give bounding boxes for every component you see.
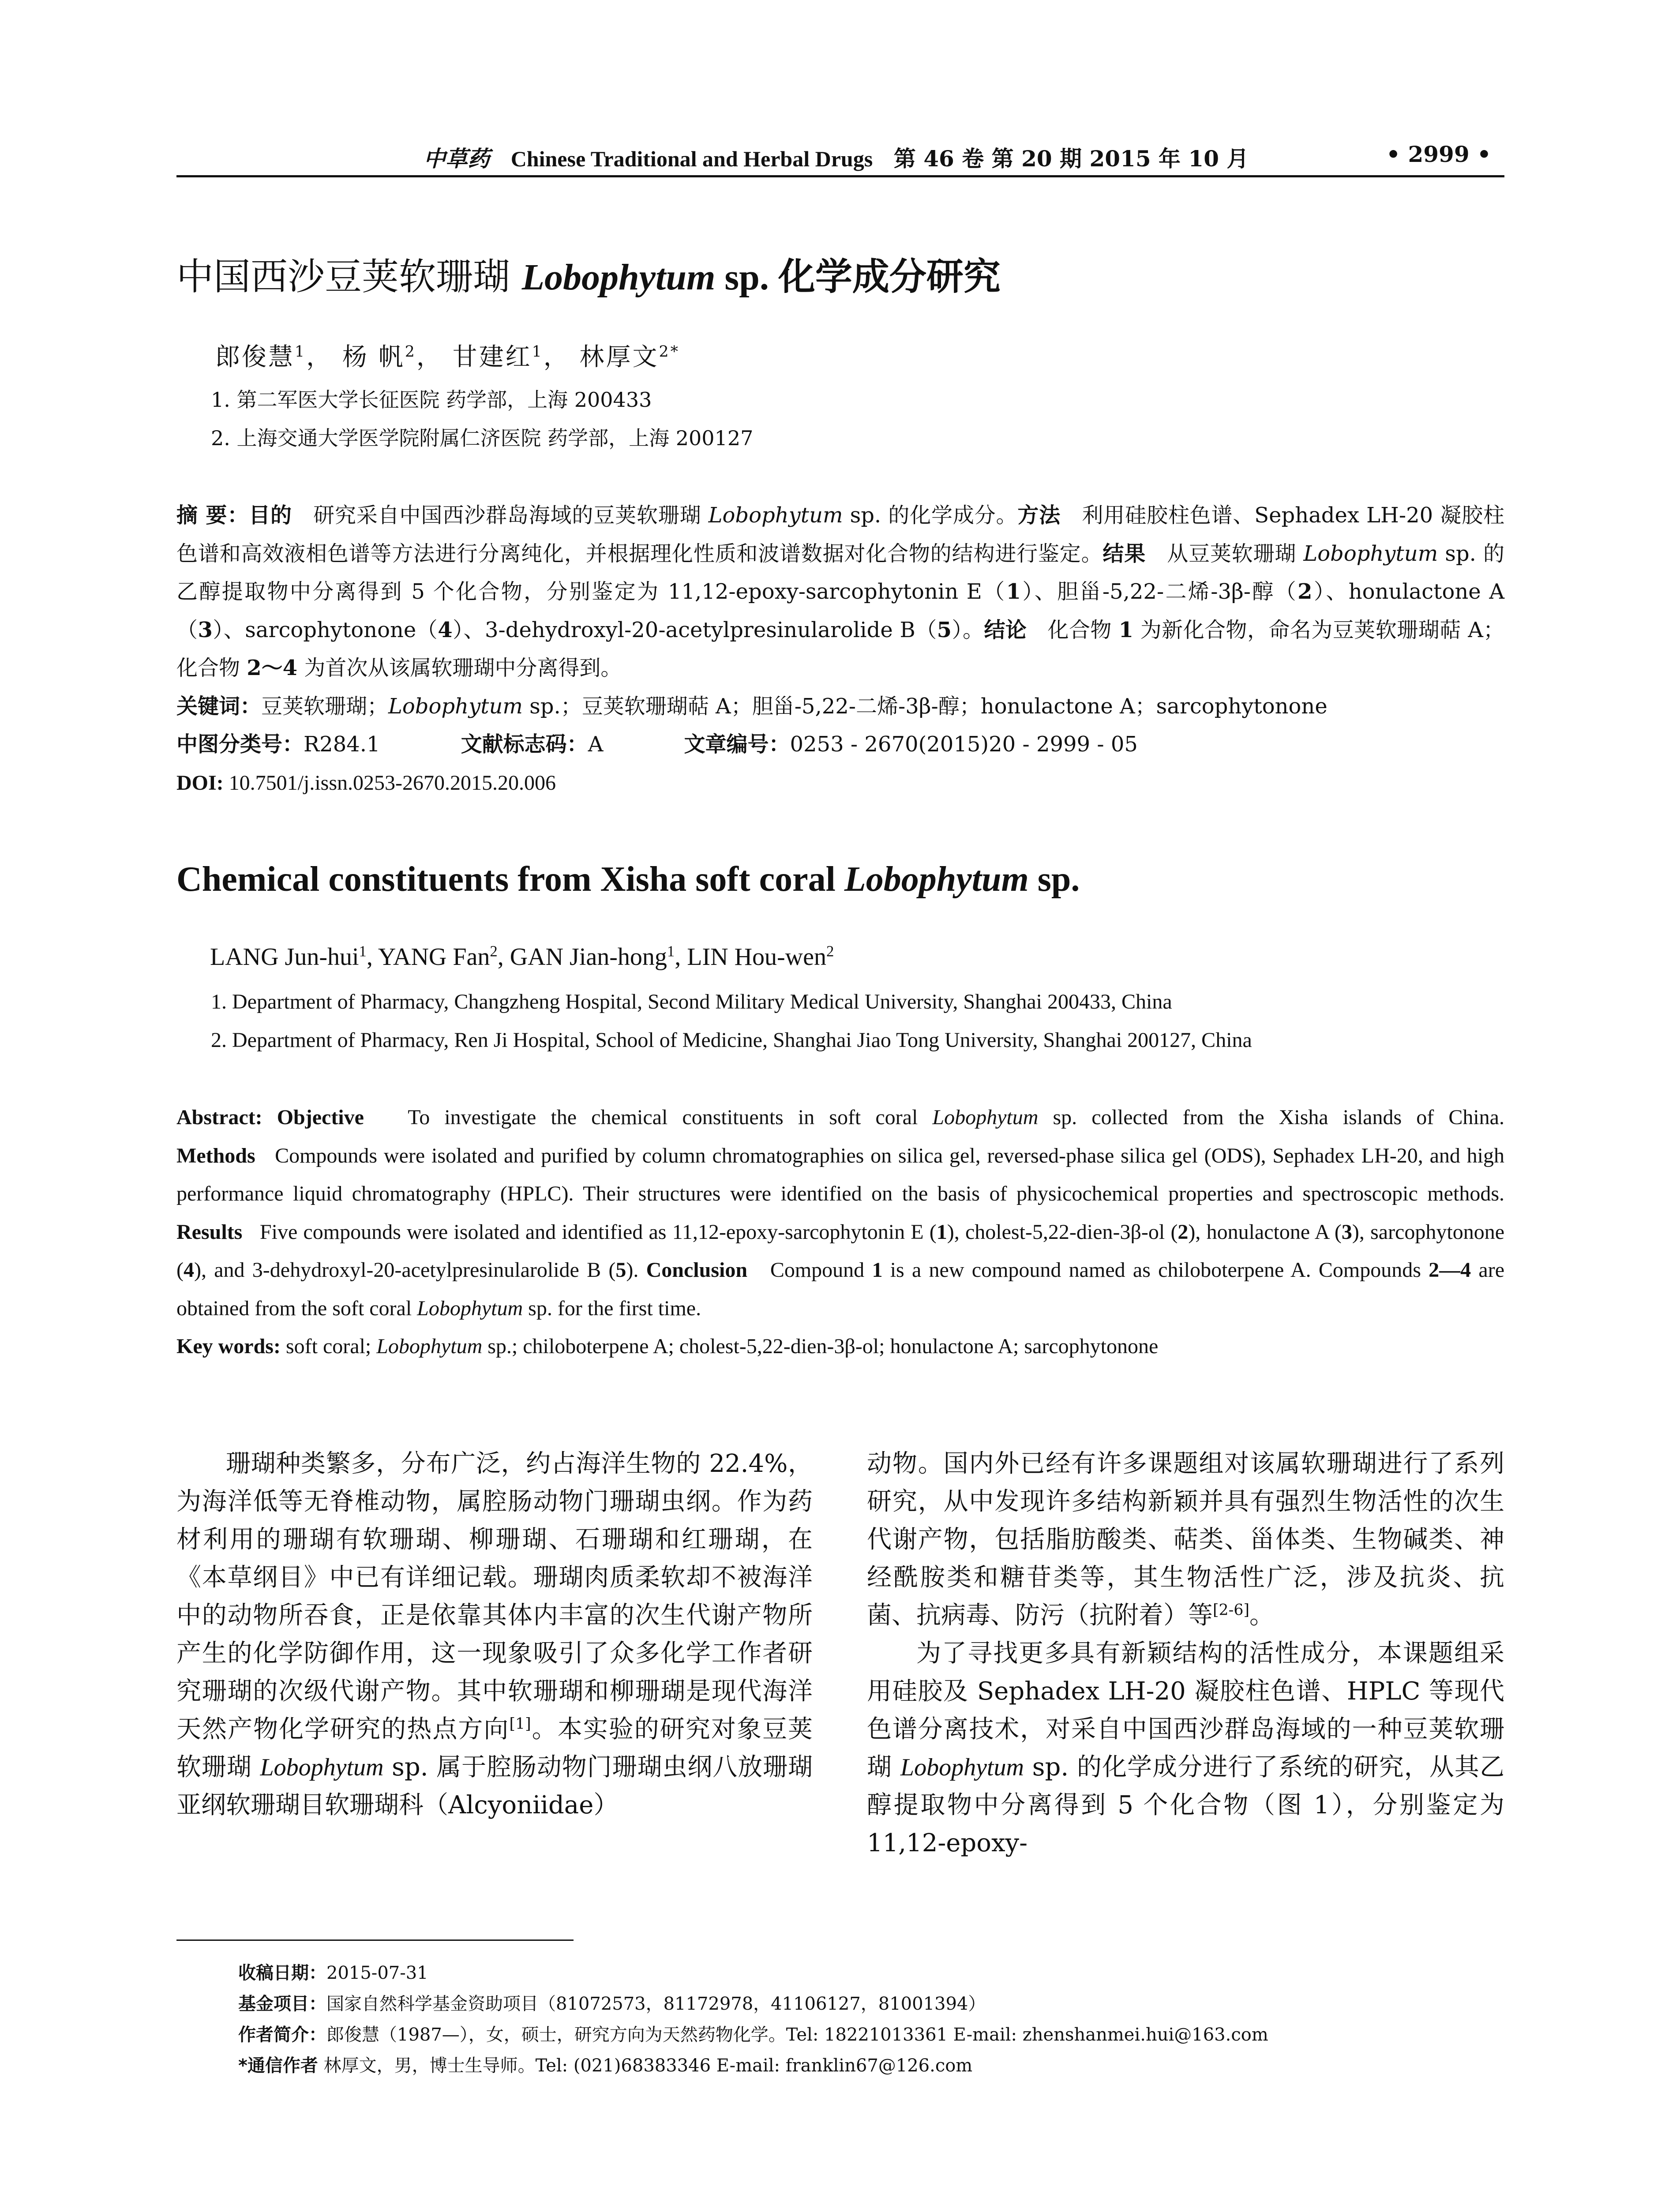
body-genus: Lobophytum: [900, 1754, 1024, 1781]
cn-title-genus: Lobophytum: [521, 257, 716, 298]
author-bio-text: 郎俊慧（1987—），女，硕士，研究方向为天然药物化学。Tel: 18221013361 E-mail: zhenshanmei.hui@163.com: [326, 2025, 1268, 2045]
en-keywords-genus: Lobophytum: [376, 1335, 483, 1358]
en-conclusion-text-4: sp. for the first time.: [523, 1296, 701, 1320]
en-methods-label: Methods: [176, 1144, 255, 1167]
body-text: 珊瑚种类繁多，分布广泛，约占海洋生物的 22.4%，为海洋低等无脊椎动物，属腔肠动物门珊瑚虫纲。作为药材利用的珊瑚有软珊瑚、柳珊瑚、石珊瑚和红珊瑚，在《本草纲目》中已有详细记载。珊瑚肉质柔软却不被海洋中的动物所吞食，正是依靠其体内丰富的次生代谢产物所产生的化学防御作用，这一现象吸引了众多化学工作者研究珊瑚的次级代谢产物。其中软珊瑚和柳珊瑚是现代海洋天然产物化学研究的热点方向: [176, 1449, 813, 1744]
body-column-left: [176, 1445, 813, 1824]
body-text-2: 。: [1249, 1601, 1274, 1630]
corresponding-text: 林厚文，男，博士生导师。Tel: (021)68383346 E-mail: franklin67@126.com: [318, 2056, 973, 2076]
en-conclusion-text-3: are obtained from the soft coral: [176, 1258, 1505, 1320]
article-no-label: 文章编号：: [684, 732, 790, 757]
doi-value: 10.7501/j.issn.0253-2670.2015.20.006: [223, 771, 556, 795]
en-results-text-3: ), honulactone A (: [1188, 1220, 1342, 1244]
cn-author: 甘建红: [452, 343, 532, 371]
cn-classification: [176, 725, 1504, 764]
cn-results-text-5: ）、sarcophytonone（: [212, 617, 438, 642]
en-results-text-5: ), and 3-dehydroxyl-20-acetylpresinularolide B (: [194, 1258, 616, 1282]
cn-results-text-3: ）、胆甾-5,22-二烯-3β-醇（: [1020, 579, 1298, 604]
en-title-text: Chemical constituents from Xisha soft coral: [176, 860, 844, 899]
en-results-text: Five compounds were isolated and identified as 11,12-epoxy-sarcophytonin E (: [259, 1220, 937, 1244]
en-compound-4: 4: [183, 1258, 194, 1282]
cn-abstract-label: 摘 要：: [176, 503, 249, 528]
cn-authors: 郎俊慧$^1$， 杨 帆$^2$， 甘建红$^1$， 林厚文$^{2*}$: [215, 343, 680, 371]
en-compound-5: 5: [615, 1258, 626, 1282]
fund-text: 国家自然科学基金资助项目（81072573，81172978，41106127，81001394）: [326, 1994, 986, 2014]
en-abstract-label: Abstract: Objective: [176, 1106, 364, 1129]
doc-code-label: 文献标志码：: [461, 732, 588, 757]
cn-affiliation-1: 1. 第二军医大学长征医院 药学部，上海 200433: [211, 388, 652, 412]
footnote-received: [238, 1959, 428, 1984]
footnote-author: [238, 2021, 1268, 2046]
cn-author-aff: 1: [532, 343, 544, 361]
cn-results-text-4: ）、honulactone A（: [176, 579, 1504, 642]
en-abstract: [176, 1099, 1504, 1366]
page-number: • 2999 •: [1386, 141, 1491, 167]
cn-affiliation-2: 2. 上海交通大学医学院附属仁济医院 药学部，上海 200127: [211, 426, 754, 450]
en-conclusion-text-2: is a new compound named as chiloboterpene A. Compounds: [882, 1258, 1429, 1282]
citation-ref: [2-6]: [1213, 1601, 1249, 1619]
en-keywords-text-2: sp.; chiloboterpene A; cholest-5,22-dien-3β-ol; honulactone A; sarcophytonone: [482, 1335, 1159, 1358]
en-conclusion-genus: Lobophytum: [417, 1296, 523, 1320]
cn-conclusion-text: 化合物: [1047, 617, 1119, 642]
en-title: [176, 859, 1080, 900]
en-title-suffix: sp.: [1028, 860, 1080, 899]
cn-compound-5: 5: [937, 617, 952, 642]
cn-objective-genus: Lobophytum: [708, 503, 843, 528]
en-results-text-2: ), cholest-5,22-dien-3β-ol (: [947, 1220, 1178, 1244]
cn-author-aff: 2*: [659, 343, 680, 361]
cn-title-text: 中国西沙豆荚软珊瑚: [176, 255, 522, 298]
en-objective-text-2: sp. collected from the Xisha islands of China.: [1038, 1106, 1504, 1129]
cn-conclusion-label: 结论: [984, 617, 1027, 642]
footnote-fund: [238, 1990, 986, 2015]
cn-conclusion-text-3: 为首次从该属软珊瑚中分离得到。: [297, 656, 622, 680]
body-text: 动物。国内外已经有许多课题组对该属软珊瑚进行了系列研究，从中发现许多结构新颖并具有强烈生物活性的次生代谢产物，包括脂肪酸类、萜类、甾体类、生物碱类、神经酰胺类和糖苷类等，其生物活性广泛，涉及抗炎、抗菌、抗病毒、防污（抗附着）等: [867, 1449, 1504, 1630]
cn-results-text-2: sp. 的乙醇提取物中分离得到 5 个化合物，分别鉴定为 11,12-epoxy-sarcophytonin E（: [176, 541, 1504, 604]
body-genus: Lobophytum: [260, 1754, 384, 1781]
en-author-aff: 1: [359, 942, 367, 960]
en-compound-3: 3: [1341, 1220, 1352, 1244]
en-author: LIN Hou-wen: [687, 943, 826, 971]
cn-author: 郎俊慧: [215, 343, 295, 371]
cn-results-text-6: ）、3-dehydroxyl-20-acetylpresinularolide B（: [452, 617, 937, 642]
doi-line: [176, 764, 1504, 803]
doc-code-value: A: [588, 732, 604, 757]
en-author-aff: 1: [667, 942, 675, 960]
en-authors: LANG Jun-hui$^1$, YANG Fan$^2$, GAN Jian-hong$^1$, LIN Hou-wen$^2$: [210, 942, 834, 971]
en-conclusion-compounds-2-4: 2—4: [1429, 1258, 1471, 1282]
footnote-rule: [176, 1940, 574, 1941]
received-label: 收稿日期：: [238, 1963, 326, 1983]
author-bio-label: 作者简介：: [238, 2025, 326, 2045]
cn-keywords-text-2: sp.；豆荚软珊瑚萜 A；胆甾-5,22-二烯-3β-醇；honulactone A；sarcophytonone: [522, 694, 1328, 719]
en-objective-genus: Lobophytum: [932, 1106, 1039, 1129]
doi-label: DOI:: [176, 771, 224, 795]
cn-results-genus: Lobophytum: [1303, 541, 1438, 566]
article-no-value: 0253 - 2670(2015)20 - 2999 - 05: [790, 732, 1138, 757]
body-paragraph-1: [176, 1445, 813, 1824]
en-author: YANG Fan: [378, 943, 490, 971]
cn-author-aff: 1: [295, 343, 307, 361]
cn-compound-3: 3: [198, 617, 213, 642]
cn-objective-text-2: sp. 的化学成分。: [843, 503, 1018, 528]
cn-compound-4: 4: [438, 617, 453, 642]
en-author-aff: 2: [490, 942, 498, 960]
body-text-2: 。本实验的研究对象豆荚软珊瑚: [176, 1715, 813, 1782]
cn-author: 杨 帆: [342, 343, 405, 371]
cn-keywords-text: 豆荚软珊瑚；: [261, 694, 389, 719]
cn-compound-1: 1: [1006, 579, 1021, 604]
cn-conclusion-compound-1: 1: [1118, 617, 1134, 642]
en-results-label: Results: [176, 1220, 243, 1244]
body-paragraph-1-cont: [867, 1445, 1504, 1635]
en-compound-2: 2: [1178, 1220, 1189, 1244]
en-affiliation-1: 1. Department of Pharmacy, Changzheng Hospital, Second Military Medical University, Shanghai 200433, China: [211, 990, 1172, 1013]
cn-methods-label: 方法: [1017, 503, 1061, 528]
citation-ref: [1]: [509, 1715, 531, 1733]
en-results-text-6: ).: [626, 1258, 639, 1282]
footnote-corresponding: [238, 2052, 972, 2077]
en-conclusion-text: Compound: [770, 1258, 872, 1282]
cn-keywords: [176, 687, 1504, 726]
corresponding-label: *通信作者: [238, 2056, 318, 2076]
clc-value: R284.1: [304, 732, 380, 757]
en-conclusion-label: Conclusion: [646, 1258, 748, 1282]
cn-compound-2: 2: [1298, 579, 1312, 604]
cn-abstract: [176, 496, 1504, 802]
en-author: LANG Jun-hui: [210, 943, 359, 971]
cn-author-aff: 2: [405, 343, 416, 361]
cn-abstract-body: [176, 496, 1504, 687]
cn-title-suffix: sp. 化学成分研究: [715, 257, 1001, 298]
en-author: GAN Jian-hong: [510, 943, 667, 971]
cn-results-text-7: ）。: [952, 617, 984, 642]
cn-results-text: 从豆荚软珊瑚: [1167, 541, 1304, 566]
cn-title: [176, 247, 1001, 300]
fund-label: 基金项目：: [238, 1994, 326, 2014]
en-keywords-text: soft coral;: [280, 1335, 377, 1358]
journal-name-en: Chinese Traditional and Herbal Drugs: [510, 146, 873, 171]
clc-label: 中图分类号：: [176, 732, 304, 757]
body-text-4: sp. 的化学成分进行了系统的研究，从其乙醇提取物中分离得到 5 个化合物（图 1），分别鉴定为 11,12-epoxy-: [867, 1753, 1504, 1857]
en-affiliation-2: 2. Department of Pharmacy, Ren Ji Hospital, School of Medicine, Shanghai Jiao Tong University, Shanghai 200127, China: [211, 1028, 1252, 1052]
cn-objective-text: 研究采自中国西沙群岛海域的豆荚软珊瑚: [313, 503, 709, 528]
body-paragraph-2: [867, 1635, 1504, 1862]
cn-keywords-label: 关键词：: [176, 694, 262, 719]
header-rule: [176, 175, 1504, 177]
en-abstract-body: [176, 1099, 1504, 1328]
journal-name-cn: 中草药: [424, 146, 490, 172]
en-results-text-4: ), sarcophytonone (: [176, 1220, 1504, 1282]
en-keywords: [176, 1328, 1504, 1366]
en-methods-text: Compounds were isolated and purified by column chromatographies on silica gel, reversed-phase silica gel (ODS), Sephadex LH-20, and high performance liquid chromatography (HPLC). Their structures were identified on the basis of physicochemical properties and spectroscopic methods.: [176, 1144, 1505, 1205]
cn-conclusion-text-2: 为新化合物，命名为豆荚软珊瑚萜 A；化合物: [176, 617, 1504, 680]
en-keywords-label: Key words:: [176, 1335, 281, 1358]
journal-line: [424, 141, 1249, 173]
body-column-right: [867, 1445, 1504, 1862]
cn-objective-label: 目的: [249, 503, 292, 528]
cn-keywords-genus: Lobophytum: [388, 694, 523, 719]
cn-methods-text: 利用硅胶柱色谱、Sephadex LH-20 凝胶柱色谱和高效液相色谱等方法进行分离纯化，并根据理化性质和波谱数据对化合物的结构进行鉴定。: [176, 503, 1504, 566]
journal-issue: 第 46 卷 第 20 期 2015 年 10 月: [893, 146, 1249, 172]
en-conclusion-compound-1: 1: [872, 1258, 883, 1282]
running-header: [176, 141, 1504, 176]
body-text-3: sp. 属于腔肠动物门珊瑚虫纲八放珊瑚亚纲软珊瑚目软珊瑚科（Alcyoniidae）: [176, 1753, 813, 1820]
cn-conclusion-compounds-2-4: 2～4: [247, 656, 298, 680]
cn-author: 林厚文: [579, 343, 659, 371]
en-author-aff: 2: [826, 942, 834, 960]
en-objective-text: To investigate the chemical constituents in soft coral: [408, 1106, 933, 1129]
cn-results-label: 结果: [1102, 541, 1146, 566]
en-compound-1: 1: [936, 1220, 947, 1244]
body-text-3: 为了寻找更多具有新颖结构的活性成分，本课题组采用硅胶及 Sephadex LH-20 凝胶柱色谱、HPLC 等现代色谱分离技术，对采自中国西沙群岛海域的一种豆荚软珊瑚: [867, 1639, 1504, 1782]
received-date: 2015-07-31: [326, 1963, 428, 1983]
en-title-genus: Lobophytum: [844, 860, 1029, 899]
